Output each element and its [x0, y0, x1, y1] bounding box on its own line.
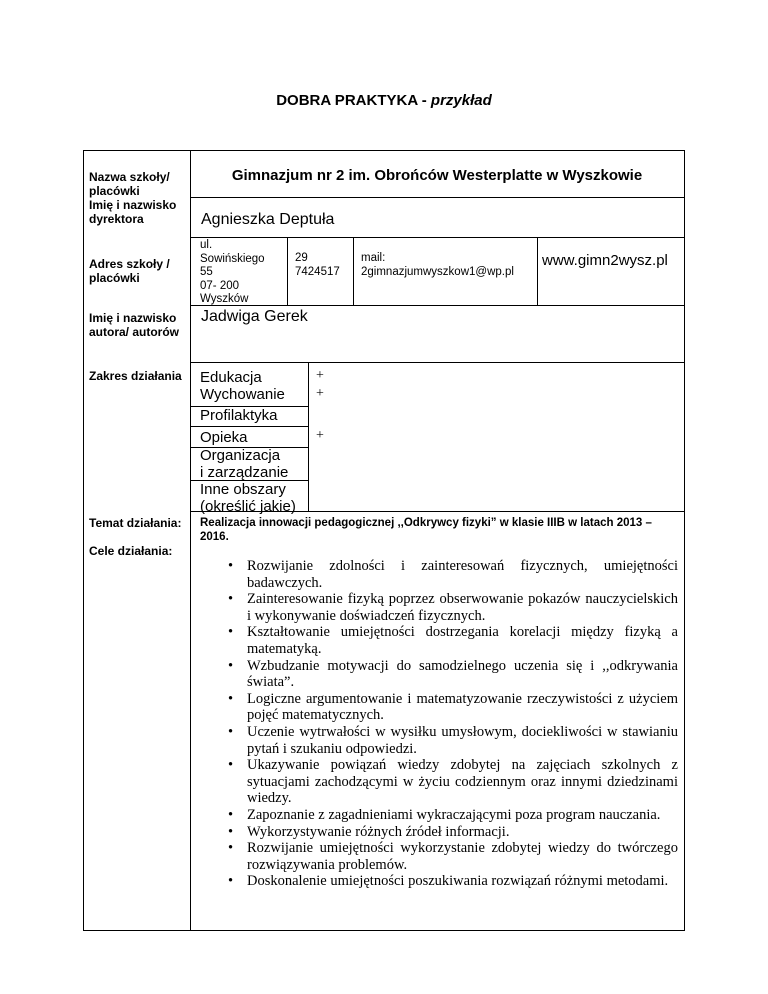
table-border-top — [83, 150, 685, 151]
address-line: ul. — [200, 239, 213, 251]
title-main: DOBRA PRAKTYKA - — [276, 92, 431, 109]
list-item: • Rozwijanie zdolności i zainteresowań fizycznych, umiejętności badawczych. — [228, 558, 678, 591]
scope-label-line: Organizacja — [200, 447, 281, 464]
row-divider — [190, 362, 685, 363]
scope-item-opieka: Opieka — [200, 429, 248, 446]
director-name: Agnieszka Deptuła — [201, 211, 335, 228]
list-item: • Wykorzystywanie różnych źródeł informacji. — [228, 823, 510, 840]
bullet-icon: • — [228, 591, 234, 608]
label-goals: Cele działania: — [89, 544, 173, 558]
table-border-right — [684, 150, 685, 931]
bullet-icon: • — [228, 757, 234, 774]
school-address — [200, 239, 265, 307]
bullet-icon: • — [228, 823, 234, 840]
author-name: Jadwiga Gerek — [201, 308, 308, 325]
school-website: www.gimn2wysz.pl — [542, 252, 668, 269]
list-item: • Wzbudzanie motywacji do samodzielnego uczenia się i ,,odkrywania świata”. — [228, 657, 678, 691]
address-line: Wyszków — [200, 293, 249, 305]
list-item: • Uczenie wytrwałości w wysiłku umysłowym, dociekliwości w stawianiu pytań i szukaniu odpowiedzi. — [228, 723, 678, 757]
bullet-icon: • — [228, 624, 234, 641]
scope-row-divider — [190, 426, 308, 427]
scope-item-edukacja: Edukacja — [200, 369, 262, 386]
school-email — [361, 252, 514, 279]
goals-list — [200, 558, 678, 890]
title-italic: przykład — [430, 92, 492, 109]
table-border-bottom — [83, 930, 685, 931]
list-item: • Doskonalenie umiejętności poszukiwania rozwiązań różnymi metodami. — [228, 873, 669, 890]
bullet-icon: • — [228, 690, 234, 707]
bullet-icon: • — [228, 558, 234, 574]
label-director: Imię i nazwisko dyrektora — [89, 198, 177, 226]
school-phone — [295, 252, 340, 279]
list-item: • Rozwijanie umiejętności wykorzystanie zdobytej wiedzy do twórczego rozwiązywania problemów. — [228, 840, 678, 873]
school-name: Gimnazjum nr 2 im. Obrońców Westerplatte w Wyszkowie — [231, 167, 643, 184]
bullet-icon: • — [228, 840, 234, 857]
scope-label-line: (określić jakie) — [200, 498, 296, 515]
label-column-divider — [190, 150, 191, 931]
phone-line: 7424517 — [295, 265, 340, 278]
row-divider — [190, 237, 685, 238]
scope-mark-opieka: + — [316, 428, 324, 443]
scope-mark-edukacja: + — [316, 368, 324, 383]
list-item: • Logiczne argumentowanie i matematyzowanie rzeczywistości z użyciem pojęć matematycznych. — [228, 690, 678, 724]
cell-divider — [353, 237, 354, 305]
row-divider — [190, 197, 685, 198]
scope-mark-wychowanie: + — [316, 386, 324, 401]
topic-text: Realizacja innowacji pedagogicznej ,,Odkrywcy fizyki” w klasie IIIB w latach 2013 – 2016. — [200, 517, 652, 543]
label-school: Nazwa szkoły/ placówki — [89, 170, 170, 198]
scope-label-line: Inne obszary — [200, 481, 286, 498]
list-item: • Kształtowanie umiejętności dostrzegania korelacji między fizyką a matematyką. — [228, 624, 678, 657]
table-border-left — [83, 150, 84, 931]
scope-item-inne — [200, 481, 296, 515]
list-item: • Zainteresowanie fizyką poprzez obserwowanie pokazów nauczycielskich i wykonywanie doświadczeń fizycznych. — [228, 591, 678, 624]
bullet-icon: • — [228, 873, 234, 890]
address-line: Sowińskiego — [200, 252, 265, 265]
label-scope: Zakres działania — [89, 369, 182, 383]
bullet-icon: • — [228, 723, 234, 740]
bullet-icon: • — [228, 657, 234, 674]
label-topic: Temat działania: — [89, 516, 182, 530]
email-line: 2gimnazjumwyszkow1@wp.pl — [361, 265, 514, 278]
phone-line: 29 — [295, 252, 308, 264]
bullet-icon: • — [228, 806, 234, 823]
cell-divider — [537, 237, 538, 305]
page-title — [0, 92, 768, 109]
cell-divider — [287, 237, 288, 305]
scope-column-divider — [308, 362, 309, 511]
scope-item-organizacja — [200, 447, 288, 481]
email-line: mail: — [361, 252, 386, 264]
scope-label-line: i zarządzanie — [200, 464, 289, 481]
list-item: • Ukazywanie powiązań wiedzy zdobytej na zajęciach szkolnych z sytuacjami zachodzącymi w życiu codziennym oraz innymi dziedzinami wiedzy. — [228, 757, 678, 807]
label-address: Adres szkoły / placówki — [89, 257, 170, 285]
scope-item-profilaktyka: Profilaktyka — [200, 407, 278, 424]
scope-item-wychowanie: Wychowanie — [200, 386, 285, 403]
label-author: Imię i nazwisko autora/ autorów — [89, 311, 180, 339]
address-line: 07- 200 — [200, 279, 240, 292]
address-line: 55 — [200, 266, 213, 278]
list-item: • Zapoznanie z zagadnieniami wykraczającymi poza program nauczania. — [228, 806, 661, 823]
